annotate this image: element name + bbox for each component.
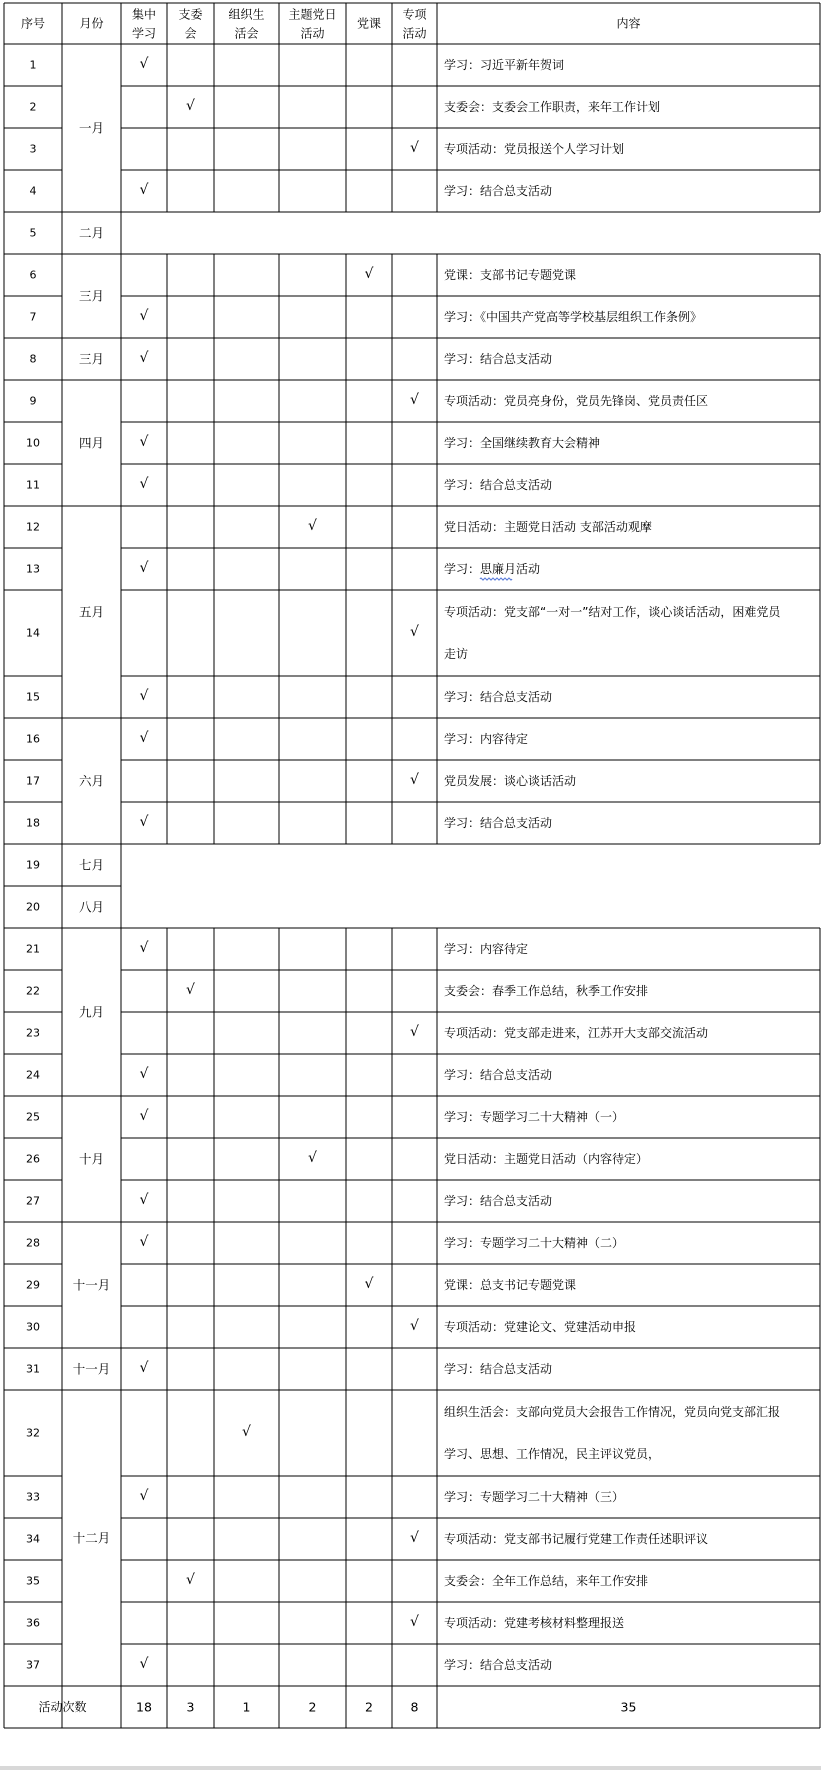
content-text: 学习：思廉月活动 [444, 562, 541, 576]
check-mark: √ [139, 730, 149, 746]
content-text: 党课：总支书记专题党课 [444, 1278, 577, 1292]
check-mark: √ [139, 1192, 149, 1208]
content-text: 学习：结合总支活动 [444, 1194, 553, 1208]
month-label: 二月 [78, 225, 105, 241]
check-mark: √ [410, 1614, 419, 1630]
row-number: 30 [26, 1320, 40, 1334]
check-mark: √ [186, 1572, 195, 1588]
check-mark: √ [139, 1234, 149, 1250]
check-mark: √ [186, 98, 195, 114]
row-number: 8 [29, 352, 37, 366]
totals-value: 18 [136, 1699, 152, 1715]
content-text: 学习：专题学习二十大精神（一） [444, 1110, 625, 1124]
content-text: 专项活动：党支部走进来，江苏开大支部交流活动 [444, 1026, 709, 1040]
month-label: 九月 [78, 1004, 105, 1020]
content-text: 学习：结合总支活动 [444, 478, 553, 492]
month-label: 十二月 [72, 1530, 111, 1546]
row-number: 13 [26, 562, 40, 576]
row-number: 27 [26, 1194, 40, 1208]
check-mark: √ [139, 1108, 149, 1124]
month-label: 十一月 [72, 1277, 111, 1293]
month-label: 一月 [78, 120, 105, 136]
row-number: 33 [26, 1490, 40, 1504]
header-cell-6: 党课 [356, 16, 382, 31]
row-number: 25 [26, 1110, 40, 1124]
row-number: 4 [29, 184, 37, 198]
row-number: 6 [29, 268, 37, 282]
check-mark: √ [139, 350, 149, 366]
content-text: 支委会：支委会工作职责，来年工作计划 [444, 100, 661, 114]
header-cell-5: 主题党日 [288, 7, 337, 22]
content-text: 学习：结合总支活动 [444, 816, 553, 830]
month-label: 十一月 [72, 1361, 111, 1377]
check-mark: √ [308, 518, 317, 534]
content-text: 专项活动：党建考核材料整理报送 [444, 1616, 625, 1630]
header-cell-4-line2: 活会 [234, 26, 259, 41]
month-label: 八月 [78, 899, 105, 915]
row-number: 34 [26, 1532, 40, 1546]
row-number: 35 [26, 1574, 40, 1588]
content-text: 学习：结合总支活动 [444, 690, 553, 704]
content-text: 专项活动：党支部“一对一”结对工作，谈心谈话活动，困难党员 [444, 605, 781, 619]
bottom-scrollbar-strip [0, 1766, 821, 1770]
header-cell-2: 集中 [131, 7, 157, 22]
content-text: 学习：结合总支活动 [444, 1658, 553, 1672]
check-mark: √ [410, 1318, 419, 1334]
check-mark: √ [139, 1360, 149, 1376]
row-number: 24 [26, 1068, 40, 1082]
row-number: 10 [26, 436, 40, 450]
header-cell-2-line2: 学习 [131, 26, 157, 41]
check-mark: √ [139, 940, 149, 956]
content-text: 学习：《中国共产党高等学校基层组织工作条例》 [444, 310, 703, 324]
check-mark: √ [139, 814, 149, 830]
content-text: 专项活动：党建论文、党建活动申报 [444, 1320, 637, 1334]
content-text: 学习：结合总支活动 [444, 1362, 553, 1376]
content-text: 专项活动：党员亮身份，党员先锋岗、党员责任区 [444, 394, 709, 408]
row-number: 28 [26, 1236, 40, 1250]
row-number: 5 [29, 226, 37, 240]
check-mark: √ [364, 1276, 374, 1292]
month-label: 四月 [78, 435, 105, 451]
content-text: 党课：支部书记专题党课 [444, 268, 577, 282]
row-number: 3 [29, 142, 37, 156]
month-label: 七月 [78, 857, 105, 873]
row-number: 31 [26, 1362, 40, 1376]
header-cell-4: 组织生 [228, 7, 265, 22]
totals-value: 2 [308, 1699, 317, 1715]
check-mark: √ [410, 772, 419, 788]
check-mark: √ [139, 1656, 149, 1672]
row-number: 9 [29, 394, 37, 408]
totals-value: 2 [365, 1699, 373, 1715]
row-number: 14 [26, 626, 40, 640]
content-text: 学习：专题学习二十大精神（二） [444, 1236, 625, 1250]
header-cell-5-line2: 活动 [300, 26, 325, 41]
content-text: 学习：全国继续教育大会精神 [444, 436, 601, 450]
row-number: 1 [29, 58, 37, 72]
header-cell-0: 序号 [20, 16, 46, 31]
row-number: 2 [29, 100, 37, 114]
spellcheck-underline [480, 578, 512, 580]
content-text: 专项活动：党员报送个人学习计划 [444, 142, 625, 156]
check-mark: √ [139, 476, 149, 492]
content-text: 党员发展：谈心谈话活动 [444, 774, 577, 788]
content-text: 学习：结合总支活动 [444, 1068, 553, 1082]
month-label: 五月 [78, 604, 105, 620]
row-number: 29 [26, 1278, 40, 1292]
month-label: 六月 [78, 773, 105, 789]
check-mark: √ [139, 434, 149, 450]
header-cell-8: 内容 [616, 16, 641, 31]
row-number: 16 [26, 732, 40, 746]
content-text: 学习：专题学习二十大精神（三） [444, 1490, 625, 1504]
header-cell-7-line2: 活动 [402, 26, 427, 41]
row-number: 18 [26, 816, 40, 830]
content-text: 支委会：全年工作总结，来年工作安排 [444, 1574, 649, 1588]
check-mark: √ [410, 140, 419, 156]
check-mark: √ [242, 1424, 251, 1440]
check-mark: √ [139, 308, 149, 324]
row-number: 23 [26, 1026, 40, 1040]
header-cell-3-line2: 会 [184, 26, 197, 41]
row-number: 37 [26, 1658, 40, 1672]
content-text: 学习：结合总支活动 [444, 184, 553, 198]
content-text: 支委会：春季工作总结，秋季工作安排 [444, 984, 649, 998]
content-text: 学习：内容待定 [444, 732, 529, 746]
content-text: 学习：内容待定 [444, 942, 529, 956]
header-cell-3: 支委 [178, 7, 203, 22]
check-mark: √ [410, 624, 419, 640]
row-number: 19 [26, 858, 40, 872]
row-number: 32 [26, 1426, 40, 1440]
content-text: 党日活动：主题党日活动 支部活动观摩 [444, 520, 652, 534]
content-text: 学习、思想、工作情况，民主评议党员， [444, 1447, 661, 1461]
check-mark: √ [410, 1024, 419, 1040]
totals-value: 1 [242, 1699, 251, 1715]
month-label: 三月 [78, 288, 105, 304]
check-mark: √ [139, 56, 149, 72]
totals-label: 活动次数 [38, 1700, 87, 1714]
content-text: 学习：结合总支活动 [444, 352, 553, 366]
header-cell-1: 月份 [79, 16, 104, 31]
check-mark: √ [139, 182, 149, 198]
content-text: 党日活动：主题党日活动（内容待定） [444, 1152, 649, 1166]
row-number: 17 [26, 774, 40, 788]
row-number: 12 [26, 520, 40, 534]
row-number: 11 [26, 478, 40, 492]
check-mark: √ [139, 1488, 149, 1504]
month-label: 十月 [78, 1151, 105, 1167]
content-text: 学习：习近平新年贺词 [444, 58, 565, 72]
content-text: 专项活动：党支部书记履行党建工作责任述职评议 [444, 1532, 709, 1546]
row-number: 36 [26, 1616, 40, 1630]
row-number: 15 [26, 690, 40, 704]
row-number: 20 [26, 900, 40, 914]
content-text: 组织生活会：支部向党员大会报告工作情况，党员向党支部汇报 [444, 1405, 781, 1419]
row-number: 22 [26, 984, 40, 998]
row-number: 21 [26, 942, 40, 956]
check-mark: √ [186, 982, 195, 998]
row-number: 7 [29, 310, 37, 324]
check-mark: √ [308, 1150, 317, 1166]
check-mark: √ [410, 1530, 419, 1546]
totals-value: 35 [620, 1699, 637, 1715]
header-cell-7: 专项 [402, 7, 427, 22]
month-label: 三月 [78, 351, 105, 367]
totals-value: 3 [186, 1699, 195, 1715]
totals-value: 8 [410, 1699, 419, 1715]
row-number: 26 [26, 1152, 40, 1166]
check-mark: √ [139, 688, 149, 704]
check-mark: √ [139, 1066, 149, 1082]
check-mark: √ [139, 560, 149, 576]
check-mark: √ [410, 392, 419, 408]
check-mark: √ [364, 266, 374, 282]
content-text: 走访 [444, 647, 469, 661]
